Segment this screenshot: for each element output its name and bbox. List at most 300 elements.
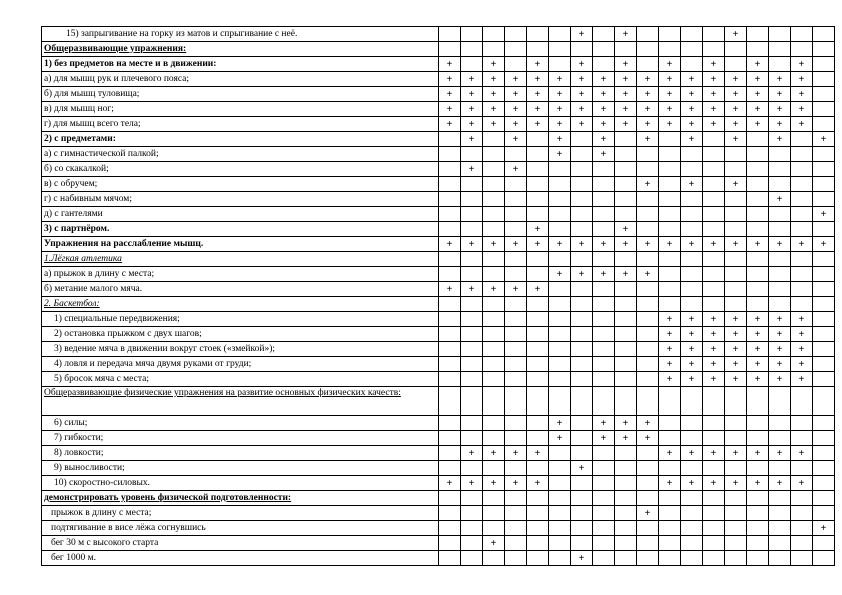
lesson-cell [747, 491, 769, 506]
table-row [42, 446, 835, 461]
lesson-cell-marked: + [483, 57, 505, 72]
lesson-cell [571, 162, 593, 177]
lesson-cell-marked: + [659, 446, 681, 461]
lesson-cell [681, 506, 703, 521]
lesson-cell [549, 476, 571, 491]
lesson-cell [813, 162, 835, 177]
lesson-cell [527, 267, 549, 282]
lesson-cell [571, 312, 593, 327]
lesson-cell [681, 162, 703, 177]
lesson-cell [681, 57, 703, 72]
row-label: 3) ведение мяча в движении вокруг стоек («змейкой»); [42, 342, 439, 357]
lesson-cell-marked: + [615, 237, 637, 252]
lesson-cell [637, 57, 659, 72]
lesson-cell-marked: + [791, 476, 813, 491]
lesson-cell [813, 252, 835, 267]
lesson-cell [725, 461, 747, 476]
lesson-cell [813, 431, 835, 446]
lesson-cell [461, 252, 483, 267]
lesson-cell-marked: + [461, 87, 483, 102]
lesson-cell-marked: + [483, 536, 505, 551]
lesson-cell [747, 461, 769, 476]
lesson-cell-marked: + [681, 237, 703, 252]
lesson-cell [659, 431, 681, 446]
lesson-cell [505, 57, 527, 72]
lesson-cell [681, 42, 703, 57]
lesson-cell [637, 461, 659, 476]
row-label: бег 30 м с высокого старта [42, 536, 439, 551]
lesson-cell-marked: + [461, 237, 483, 252]
lesson-cell [615, 521, 637, 536]
lesson-cell [769, 506, 791, 521]
lesson-cell [593, 536, 615, 551]
lesson-cell-marked: + [747, 72, 769, 87]
lesson-cell [637, 536, 659, 551]
lesson-cell [615, 252, 637, 267]
table-row [42, 521, 835, 536]
lesson-cell-marked: + [571, 117, 593, 132]
lesson-cell-marked: + [439, 117, 461, 132]
lesson-cell [549, 252, 571, 267]
lesson-cell [615, 177, 637, 192]
lesson-cell-marked: + [593, 117, 615, 132]
lesson-cell [637, 282, 659, 297]
lesson-cell [659, 416, 681, 431]
lesson-cell-marked: + [527, 87, 549, 102]
lesson-cell [439, 327, 461, 342]
lesson-cell-marked: + [593, 147, 615, 162]
lesson-cell [483, 312, 505, 327]
lesson-cell [681, 431, 703, 446]
lesson-cell [681, 416, 703, 431]
lesson-cell [703, 162, 725, 177]
lesson-cell [439, 372, 461, 387]
table-row [42, 57, 835, 72]
lesson-cell [769, 521, 791, 536]
lesson-cell [505, 342, 527, 357]
lesson-cell [725, 57, 747, 72]
lesson-cell [813, 87, 835, 102]
lesson-cell-marked: + [725, 117, 747, 132]
lesson-cell [571, 357, 593, 372]
lesson-cell [439, 416, 461, 431]
lesson-cell-marked: + [527, 282, 549, 297]
lesson-cell [593, 327, 615, 342]
lesson-cell [659, 207, 681, 222]
lesson-cell [615, 372, 637, 387]
lesson-cell-marked: + [725, 237, 747, 252]
lesson-cell-marked: + [527, 117, 549, 132]
row-label: демонстрировать уровень физической подготовленности: [42, 491, 439, 506]
row-label: д) с гантелями [42, 207, 439, 222]
lesson-cell-marked: + [461, 162, 483, 177]
lesson-cell [769, 147, 791, 162]
lesson-cell [681, 551, 703, 566]
lesson-cell-marked: + [659, 357, 681, 372]
lesson-cell-marked: + [747, 327, 769, 342]
lesson-cell [483, 551, 505, 566]
lesson-cell [505, 207, 527, 222]
row-label: а) прыжок в длину с места; [42, 267, 439, 282]
lesson-cell [813, 312, 835, 327]
lesson-cell-marked: + [703, 102, 725, 117]
lesson-cell-marked: + [571, 72, 593, 87]
lesson-cell [813, 72, 835, 87]
lesson-cell [659, 551, 681, 566]
lesson-cell [439, 252, 461, 267]
lesson-cell [527, 506, 549, 521]
lesson-cell [791, 252, 813, 267]
lesson-cell [461, 506, 483, 521]
lesson-cell-marked: + [505, 132, 527, 147]
lesson-cell-marked: + [505, 282, 527, 297]
lesson-cell [769, 491, 791, 506]
lesson-cell-marked: + [725, 446, 747, 461]
lesson-cell [725, 252, 747, 267]
lesson-cell [637, 446, 659, 461]
table-row [42, 27, 835, 42]
lesson-cell [637, 252, 659, 267]
lesson-cell-marked: + [461, 282, 483, 297]
lesson-cell [813, 536, 835, 551]
lesson-cell [681, 461, 703, 476]
lesson-cell-marked: + [725, 372, 747, 387]
lesson-cell [615, 327, 637, 342]
lesson-cell [747, 431, 769, 446]
lesson-cell [461, 461, 483, 476]
lesson-cell [571, 536, 593, 551]
lesson-cell-marked: + [505, 446, 527, 461]
lesson-cell-marked: + [439, 57, 461, 72]
lesson-cell [769, 42, 791, 57]
lesson-cell-marked: + [791, 446, 813, 461]
lesson-cell [593, 252, 615, 267]
lesson-cell [461, 297, 483, 312]
lesson-cell [637, 372, 659, 387]
lesson-cell-marked: + [483, 476, 505, 491]
lesson-cell-marked: + [637, 237, 659, 252]
lesson-cell [813, 446, 835, 461]
lesson-cell-marked: + [527, 237, 549, 252]
lesson-cell-marked: + [483, 237, 505, 252]
lesson-plan-sheet [41, 26, 835, 566]
lesson-cell [659, 521, 681, 536]
lesson-cell [549, 357, 571, 372]
lesson-cell [813, 147, 835, 162]
row-label: 3) с партнёром. [42, 222, 439, 237]
lesson-cell [769, 177, 791, 192]
lesson-cell [439, 222, 461, 237]
lesson-cell [571, 387, 593, 416]
lesson-cell [461, 177, 483, 192]
lesson-cell [439, 536, 461, 551]
lesson-cell [505, 42, 527, 57]
lesson-cell-marked: + [505, 87, 527, 102]
lesson-cell-marked: + [439, 72, 461, 87]
table-row [42, 162, 835, 177]
lesson-cell [747, 42, 769, 57]
lesson-cell [549, 57, 571, 72]
lesson-cell-marked: + [637, 102, 659, 117]
lesson-cell-marked: + [615, 57, 637, 72]
row-label: б) метание малого мяча. [42, 282, 439, 297]
lesson-cell [703, 42, 725, 57]
lesson-cell-marked: + [659, 237, 681, 252]
lesson-cell-marked: + [703, 446, 725, 461]
lesson-cell [593, 207, 615, 222]
lesson-cell-marked: + [813, 132, 835, 147]
lesson-cell-marked: + [593, 102, 615, 117]
lesson-cell [483, 252, 505, 267]
lesson-cell [813, 42, 835, 57]
lesson-cell [703, 431, 725, 446]
lesson-cell [483, 147, 505, 162]
lesson-cell-marked: + [725, 102, 747, 117]
lesson-cell-marked: + [505, 476, 527, 491]
lesson-cell-marked: + [615, 102, 637, 117]
lesson-cell [483, 387, 505, 416]
table-row [42, 327, 835, 342]
lesson-cell [791, 162, 813, 177]
lesson-cell-marked: + [483, 102, 505, 117]
lesson-cell [813, 551, 835, 566]
lesson-cell [747, 162, 769, 177]
table-row [42, 252, 835, 267]
lesson-cell-marked: + [681, 87, 703, 102]
lesson-cell [461, 267, 483, 282]
lesson-cell [527, 387, 549, 416]
lesson-cell-marked: + [747, 372, 769, 387]
lesson-cell [813, 387, 835, 416]
lesson-cell [461, 27, 483, 42]
lesson-cell [791, 267, 813, 282]
lesson-cell [681, 387, 703, 416]
table-row [42, 536, 835, 551]
lesson-cell [505, 387, 527, 416]
lesson-cell [725, 416, 747, 431]
lesson-cell [791, 222, 813, 237]
lesson-cell [747, 267, 769, 282]
lesson-cell [791, 431, 813, 446]
lesson-cell [637, 491, 659, 506]
lesson-cell [813, 177, 835, 192]
lesson-cell-marked: + [703, 372, 725, 387]
lesson-cell [483, 192, 505, 207]
lesson-cell [813, 357, 835, 372]
lesson-cell [483, 506, 505, 521]
lesson-cell [593, 177, 615, 192]
lesson-cell-marked: + [549, 267, 571, 282]
lesson-cell [505, 147, 527, 162]
row-label: 7) гибкости; [42, 431, 439, 446]
lesson-cell [747, 521, 769, 536]
lesson-cell [439, 431, 461, 446]
lesson-cell-marked: + [659, 476, 681, 491]
lesson-cell [571, 476, 593, 491]
lesson-cell-marked: + [659, 57, 681, 72]
lesson-cell [549, 387, 571, 416]
table-row [42, 342, 835, 357]
lesson-cell [637, 312, 659, 327]
lesson-cell [527, 372, 549, 387]
lesson-cell [439, 357, 461, 372]
lesson-cell [483, 162, 505, 177]
lesson-cell-marked: + [527, 446, 549, 461]
lesson-cell-marked: + [769, 237, 791, 252]
lesson-cell [461, 357, 483, 372]
lesson-cell-marked: + [549, 431, 571, 446]
lesson-cell-marked: + [681, 117, 703, 132]
lesson-cell [813, 506, 835, 521]
lesson-cell [527, 42, 549, 57]
lesson-cell [527, 342, 549, 357]
lesson-cell-marked: + [747, 87, 769, 102]
lesson-cell-marked: + [769, 117, 791, 132]
lesson-cell-marked: + [637, 132, 659, 147]
table-row [42, 117, 835, 132]
lesson-cell-marked: + [593, 87, 615, 102]
lesson-cell-marked: + [527, 57, 549, 72]
lesson-cell [725, 147, 747, 162]
lesson-cell [571, 297, 593, 312]
lesson-cell [505, 297, 527, 312]
lesson-cell-marked: + [703, 342, 725, 357]
lesson-cell-marked: + [571, 551, 593, 566]
lesson-cell [549, 372, 571, 387]
lesson-cell [527, 132, 549, 147]
lesson-cell [659, 252, 681, 267]
lesson-cell [549, 27, 571, 42]
lesson-cell [593, 222, 615, 237]
row-label: б) со скакалкой; [42, 162, 439, 177]
lesson-cell [769, 282, 791, 297]
lesson-cell [549, 42, 571, 57]
lesson-cell [505, 521, 527, 536]
row-label: бег 1000 м. [42, 551, 439, 566]
lesson-cell-marked: + [725, 27, 747, 42]
lesson-cell [483, 357, 505, 372]
lesson-cell-marked: + [439, 87, 461, 102]
lesson-cell-marked: + [681, 446, 703, 461]
lesson-cell [703, 207, 725, 222]
lesson-cell-marked: + [549, 132, 571, 147]
lesson-cell-marked: + [681, 372, 703, 387]
lesson-cell [791, 521, 813, 536]
lesson-cell [571, 506, 593, 521]
row-label: 8) ловкости; [42, 446, 439, 461]
table-row [42, 357, 835, 372]
table-row [42, 267, 835, 282]
lesson-cell [813, 327, 835, 342]
lesson-cell [813, 27, 835, 42]
lesson-cell-marked: + [769, 342, 791, 357]
lesson-cell [615, 342, 637, 357]
lesson-cell-marked: + [791, 237, 813, 252]
lesson-cell [725, 297, 747, 312]
table-row [42, 431, 835, 446]
lesson-cell [703, 416, 725, 431]
lesson-cell [439, 551, 461, 566]
lesson-cell [659, 461, 681, 476]
lesson-cell-marked: + [659, 87, 681, 102]
lesson-cell-marked: + [461, 446, 483, 461]
lesson-cell-marked: + [461, 476, 483, 491]
lesson-cell-marked: + [483, 117, 505, 132]
lesson-cell [571, 491, 593, 506]
lesson-cell [439, 506, 461, 521]
lesson-cell [791, 192, 813, 207]
row-label: 10) скоростно-силовых. [42, 476, 439, 491]
lesson-cell-marked: + [571, 27, 593, 42]
lesson-cell [505, 536, 527, 551]
table-row [42, 87, 835, 102]
lesson-cell [439, 446, 461, 461]
lesson-cell [483, 132, 505, 147]
lesson-cell [461, 42, 483, 57]
lesson-cell [703, 461, 725, 476]
lesson-cell [681, 147, 703, 162]
lesson-cell [549, 327, 571, 342]
lesson-cell [637, 551, 659, 566]
lesson-cell [769, 297, 791, 312]
lesson-cell [659, 536, 681, 551]
lesson-cell [615, 491, 637, 506]
lesson-cell-marked: + [505, 237, 527, 252]
lesson-cell-marked: + [769, 476, 791, 491]
lesson-cell-marked: + [571, 267, 593, 282]
lesson-cell [703, 506, 725, 521]
row-label: 2. Баскетбол: [42, 297, 439, 312]
lesson-cell [791, 506, 813, 521]
table-row [42, 237, 835, 252]
lesson-cell-marked: + [637, 72, 659, 87]
lesson-cell [769, 222, 791, 237]
lesson-cell-marked: + [769, 132, 791, 147]
lesson-cell [549, 461, 571, 476]
lesson-cell [791, 491, 813, 506]
lesson-cell [527, 357, 549, 372]
lesson-cell [725, 431, 747, 446]
lesson-cell [637, 207, 659, 222]
lesson-cell [549, 506, 571, 521]
lesson-cell-marked: + [571, 57, 593, 72]
lesson-cell-marked: + [659, 72, 681, 87]
lesson-cell [615, 506, 637, 521]
lesson-cell [637, 521, 659, 536]
lesson-cell-marked: + [703, 476, 725, 491]
lesson-cell [747, 222, 769, 237]
lesson-cell-marked: + [681, 312, 703, 327]
row-label: г) для мышц всего тела; [42, 117, 439, 132]
lesson-cell [703, 267, 725, 282]
lesson-cell [593, 446, 615, 461]
lesson-cell [527, 536, 549, 551]
lesson-cell [593, 372, 615, 387]
lesson-cell-marked: + [659, 372, 681, 387]
lesson-cell [813, 222, 835, 237]
lesson-cell [703, 551, 725, 566]
lesson-cell [813, 267, 835, 282]
lesson-cell-marked: + [747, 102, 769, 117]
lesson-cell [659, 42, 681, 57]
lesson-cell [791, 387, 813, 416]
lesson-cell [659, 132, 681, 147]
lesson-cell-marked: + [637, 117, 659, 132]
lesson-cell [439, 132, 461, 147]
lesson-cell-marked: + [747, 57, 769, 72]
lesson-cell [659, 506, 681, 521]
lesson-cell [747, 132, 769, 147]
